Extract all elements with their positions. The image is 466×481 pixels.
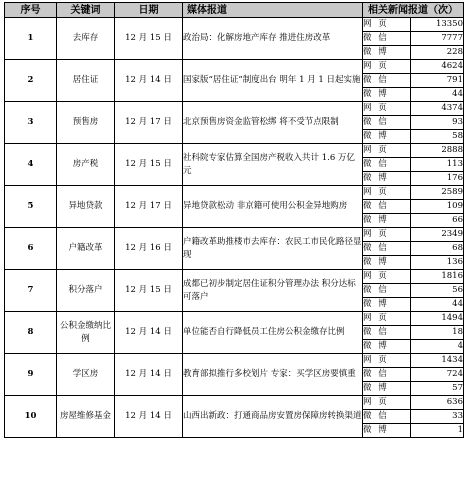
channel-name: 微 信 bbox=[363, 368, 411, 382]
row-keyword: 去库存 bbox=[57, 18, 115, 60]
channel-name: 网 页 bbox=[363, 354, 411, 368]
row-date: 12 月 15 日 bbox=[115, 270, 183, 312]
channel-count: 13350 bbox=[411, 18, 464, 32]
row-date: 12 月 14 日 bbox=[115, 354, 183, 396]
channel-name: 微 博 bbox=[363, 256, 411, 270]
channel-count: 1 bbox=[411, 424, 464, 438]
row-media-headline: 成都已初步制定居住证积分管理办法 积分达标可落户 bbox=[183, 270, 363, 312]
row-number: 9 bbox=[5, 354, 57, 396]
table-row bbox=[5, 228, 464, 242]
row-keyword: 居住证 bbox=[57, 60, 115, 102]
row-media-headline: 异地贷款松动 非京籍可使用公积金异地购房 bbox=[183, 186, 363, 228]
header-no: 序号 bbox=[5, 3, 57, 18]
channel-count: 136 bbox=[411, 256, 464, 270]
channel-name: 网 页 bbox=[363, 144, 411, 158]
channel-name: 网 页 bbox=[363, 312, 411, 326]
row-keyword: 房产税 bbox=[57, 144, 115, 186]
channel-count: 109 bbox=[411, 200, 464, 214]
row-number: 8 bbox=[5, 312, 57, 354]
row-number: 3 bbox=[5, 102, 57, 144]
channel-name: 微 信 bbox=[363, 284, 411, 298]
header-media: 媒体报道 bbox=[183, 3, 363, 18]
channel-name: 微 博 bbox=[363, 214, 411, 228]
channel-count: 44 bbox=[411, 88, 464, 102]
table-row bbox=[5, 354, 464, 368]
channel-count: 176 bbox=[411, 172, 464, 186]
channel-name: 微 博 bbox=[363, 382, 411, 396]
channel-name: 微 信 bbox=[363, 200, 411, 214]
row-keyword: 异地贷款 bbox=[57, 186, 115, 228]
channel-count: 1434 bbox=[411, 354, 464, 368]
channel-name: 微 信 bbox=[363, 158, 411, 172]
row-media-headline: 社科院专家估算全国房产税收入共计 1.6 万亿元 bbox=[183, 144, 363, 186]
channel-name: 网 页 bbox=[363, 270, 411, 284]
channel-name: 微 信 bbox=[363, 242, 411, 256]
channel-count: 636 bbox=[411, 396, 464, 410]
table-row bbox=[5, 312, 464, 326]
channel-count: 2349 bbox=[411, 228, 464, 242]
channel-name: 微 信 bbox=[363, 32, 411, 46]
channel-count: 2888 bbox=[411, 144, 464, 158]
row-media-headline: 户籍改革助推楼市去库存：农民工市民化路径显现 bbox=[183, 228, 363, 270]
row-media-headline: 北京预售房资金监管松绑 将不受节点限制 bbox=[183, 102, 363, 144]
channel-count: 57 bbox=[411, 382, 464, 396]
row-date: 12 月 14 日 bbox=[115, 312, 183, 354]
table-row bbox=[5, 396, 464, 410]
channel-count: 4624 bbox=[411, 60, 464, 74]
row-keyword: 公积金缴纳比例 bbox=[57, 312, 115, 354]
row-keyword: 预售房 bbox=[57, 102, 115, 144]
header-row bbox=[5, 3, 464, 18]
row-date: 12 月 17 日 bbox=[115, 102, 183, 144]
row-date: 12 月 15 日 bbox=[115, 18, 183, 60]
table-row bbox=[5, 60, 464, 74]
channel-name: 微 信 bbox=[363, 74, 411, 88]
table-row bbox=[5, 102, 464, 116]
table-row bbox=[5, 18, 464, 32]
channel-count: 2589 bbox=[411, 186, 464, 200]
row-media-headline: 国家版“居住证”制度出台 明年 1 月 1 日起实施 bbox=[183, 60, 363, 102]
channel-count: 4 bbox=[411, 340, 464, 354]
channel-name: 微 博 bbox=[363, 46, 411, 60]
row-number: 4 bbox=[5, 144, 57, 186]
channel-name: 微 信 bbox=[363, 410, 411, 424]
row-number: 5 bbox=[5, 186, 57, 228]
row-media-headline: 教育部拟推行多校划片 专家：买学区房要慎重 bbox=[183, 354, 363, 396]
channel-count: 44 bbox=[411, 298, 464, 312]
row-number: 6 bbox=[5, 228, 57, 270]
channel-name: 微 博 bbox=[363, 130, 411, 144]
channel-count: 228 bbox=[411, 46, 464, 60]
channel-count: 18 bbox=[411, 326, 464, 340]
channel-count: 33 bbox=[411, 410, 464, 424]
channel-count: 7777 bbox=[411, 32, 464, 46]
channel-name: 微 信 bbox=[363, 326, 411, 340]
row-keyword: 房屋维修基金 bbox=[57, 396, 115, 438]
channel-count: 1494 bbox=[411, 312, 464, 326]
row-number: 2 bbox=[5, 60, 57, 102]
header-keyword: 关键词 bbox=[57, 3, 115, 18]
channel-count: 1816 bbox=[411, 270, 464, 284]
channel-name: 微 博 bbox=[363, 424, 411, 438]
row-date: 12 月 15 日 bbox=[115, 144, 183, 186]
row-media-headline: 单位能否自行降低员工住房公积金缴存比例 bbox=[183, 312, 363, 354]
channel-count: 56 bbox=[411, 284, 464, 298]
row-number: 1 bbox=[5, 18, 57, 60]
channel-count: 113 bbox=[411, 158, 464, 172]
channel-count: 66 bbox=[411, 214, 464, 228]
channel-name: 网 页 bbox=[363, 60, 411, 74]
channel-count: 68 bbox=[411, 242, 464, 256]
news-report-table bbox=[4, 2, 464, 438]
channel-count: 724 bbox=[411, 368, 464, 382]
channel-name: 微 博 bbox=[363, 172, 411, 186]
channel-name: 网 页 bbox=[363, 18, 411, 32]
channel-name: 网 页 bbox=[363, 186, 411, 200]
row-media-headline: 政治局：化解房地产库存 推进住房改革 bbox=[183, 18, 363, 60]
header-date: 日期 bbox=[115, 3, 183, 18]
row-keyword: 学区房 bbox=[57, 354, 115, 396]
channel-name: 网 页 bbox=[363, 396, 411, 410]
channel-count: 93 bbox=[411, 116, 464, 130]
table-row bbox=[5, 270, 464, 284]
header-related: 相关新闻报道（次） bbox=[363, 3, 464, 18]
channel-name: 微 信 bbox=[363, 116, 411, 130]
channel-name: 微 博 bbox=[363, 298, 411, 312]
row-keyword: 积分落户 bbox=[57, 270, 115, 312]
row-date: 12 月 14 日 bbox=[115, 60, 183, 102]
row-keyword: 户籍改革 bbox=[57, 228, 115, 270]
channel-count: 58 bbox=[411, 130, 464, 144]
row-number: 7 bbox=[5, 270, 57, 312]
channel-name: 微 博 bbox=[363, 88, 411, 102]
row-number: 10 bbox=[5, 396, 57, 438]
table-body bbox=[5, 18, 464, 438]
channel-name: 微 博 bbox=[363, 340, 411, 354]
table-row bbox=[5, 186, 464, 200]
channel-count: 791 bbox=[411, 74, 464, 88]
table-row bbox=[5, 144, 464, 158]
row-media-headline: 山西出新政：打通商品房安置房保障房转换渠道 bbox=[183, 396, 363, 438]
row-date: 12 月 17 日 bbox=[115, 186, 183, 228]
channel-name: 网 页 bbox=[363, 228, 411, 242]
channel-name: 网 页 bbox=[363, 102, 411, 116]
row-date: 12 月 14 日 bbox=[115, 396, 183, 438]
row-date: 12 月 16 日 bbox=[115, 228, 183, 270]
channel-count: 4374 bbox=[411, 102, 464, 116]
